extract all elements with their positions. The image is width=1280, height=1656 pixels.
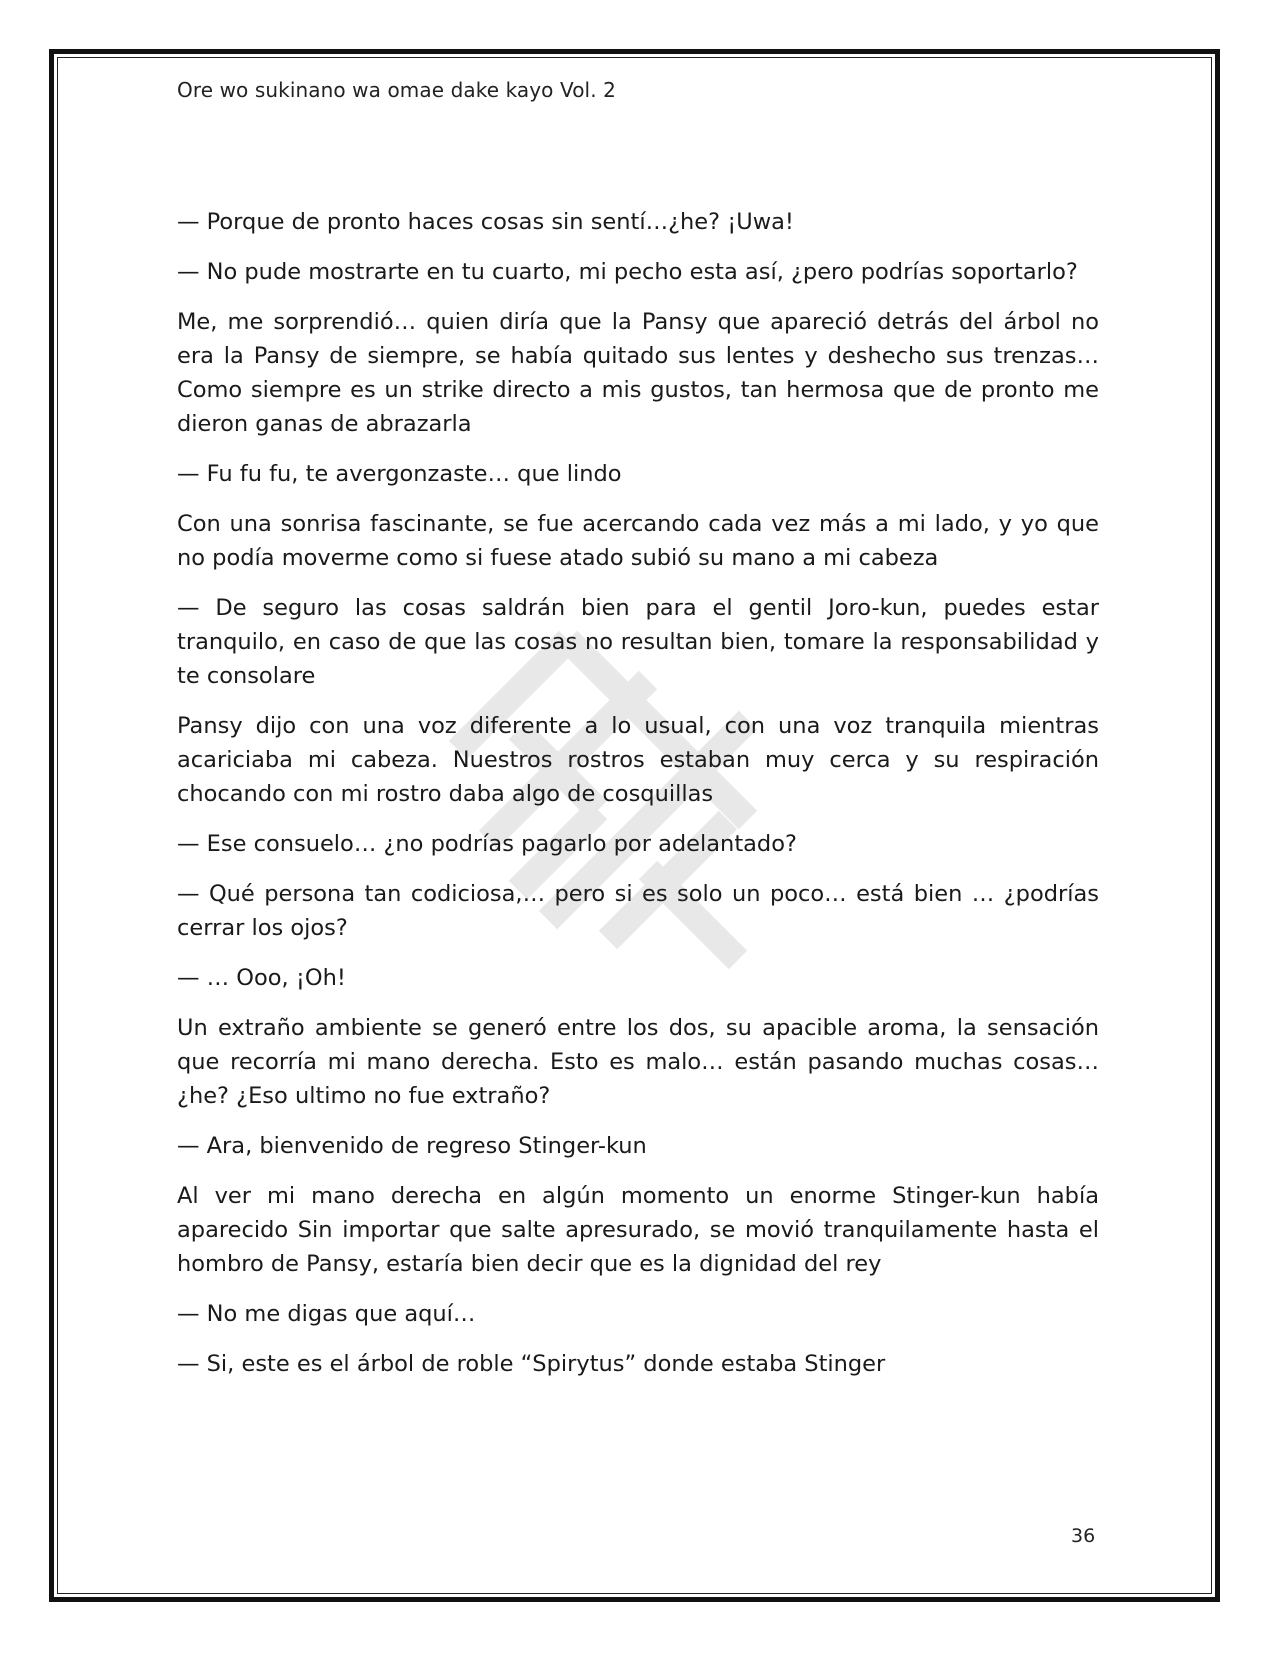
paragraph: Con una sonrisa fascinante, se fue acercando cada vez más a mi lado, y yo que no podía moverme como si fuese atado subió su mano a mi cabeza — [177, 511, 1099, 571]
paragraph: — De seguro las cosas saldrán bien para el gentil Joro-kun, puedes estar tranquilo, en caso de que las cosas no resultan bien, tomare la responsabilidad y te consolare — [177, 595, 1099, 689]
paragraph: — Fu fu fu, te avergonzaste… que lindo — [177, 461, 622, 487]
paragraph: — No me digas que aquí… — [177, 1301, 476, 1327]
paragraph: — Ara, bienvenido de regreso Stinger-kun — [177, 1133, 647, 1159]
running-header: Ore wo sukinano wa omae dake kayo Vol. 2 — [177, 78, 616, 102]
paragraph: — Porque de pronto haces cosas sin sentí…¿he? ¡Uwa! — [177, 209, 794, 235]
body-text — [177, 205, 1099, 1397]
paragraph: Al ver mi mano derecha en algún momento un enorme Stinger-kun había aparecido Sin importar que salte apresurado, se movió tranquilamente hasta el hombro de Pansy, estaría bien decir que es la dignidad del rey — [177, 1183, 1099, 1277]
paragraph: — No pude mostrarte en tu cuarto, mi pecho esta así, ¿pero podrías soportarlo? — [177, 259, 1078, 285]
paragraph: — Si, este es el árbol de roble “Spirytus” donde estaba Stinger — [177, 1351, 886, 1377]
paragraph: — Qué persona tan codiciosa,… pero si es solo un poco… está bien … ¿podrías cerrar los ojos? — [177, 881, 1099, 941]
paragraph: — … Ooo, ¡Oh! — [177, 965, 346, 991]
paragraph: Pansy dijo con una voz diferente a lo usual, con una voz tranquila mientras acariciaba mi cabeza. Nuestros rostros estaban muy cerca y su respiración chocando con mi rostro daba algo de cosquillas — [177, 713, 1099, 807]
paragraph: Me, me sorprendió… quien diría que la Pansy que apareció detrás del árbol no era la Pansy de siempre, se había quitado sus lentes y deshecho sus trenzas… Como siempre es un strike directo a mis gustos, tan hermosa que de pronto me dieron ganas de abrazarla — [177, 309, 1099, 437]
paragraph: — Ese consuelo… ¿no podrías pagarlo por adelantado? — [177, 831, 797, 857]
paragraph: Un extraño ambiente se generó entre los dos, su apacible aroma, la sensación que recorría mi mano derecha. Esto es malo… están pasando muchas cosas… ¿he? ¿Eso ultimo no fue extraño? — [177, 1015, 1099, 1109]
page-number: 36 — [1071, 1525, 1096, 1547]
